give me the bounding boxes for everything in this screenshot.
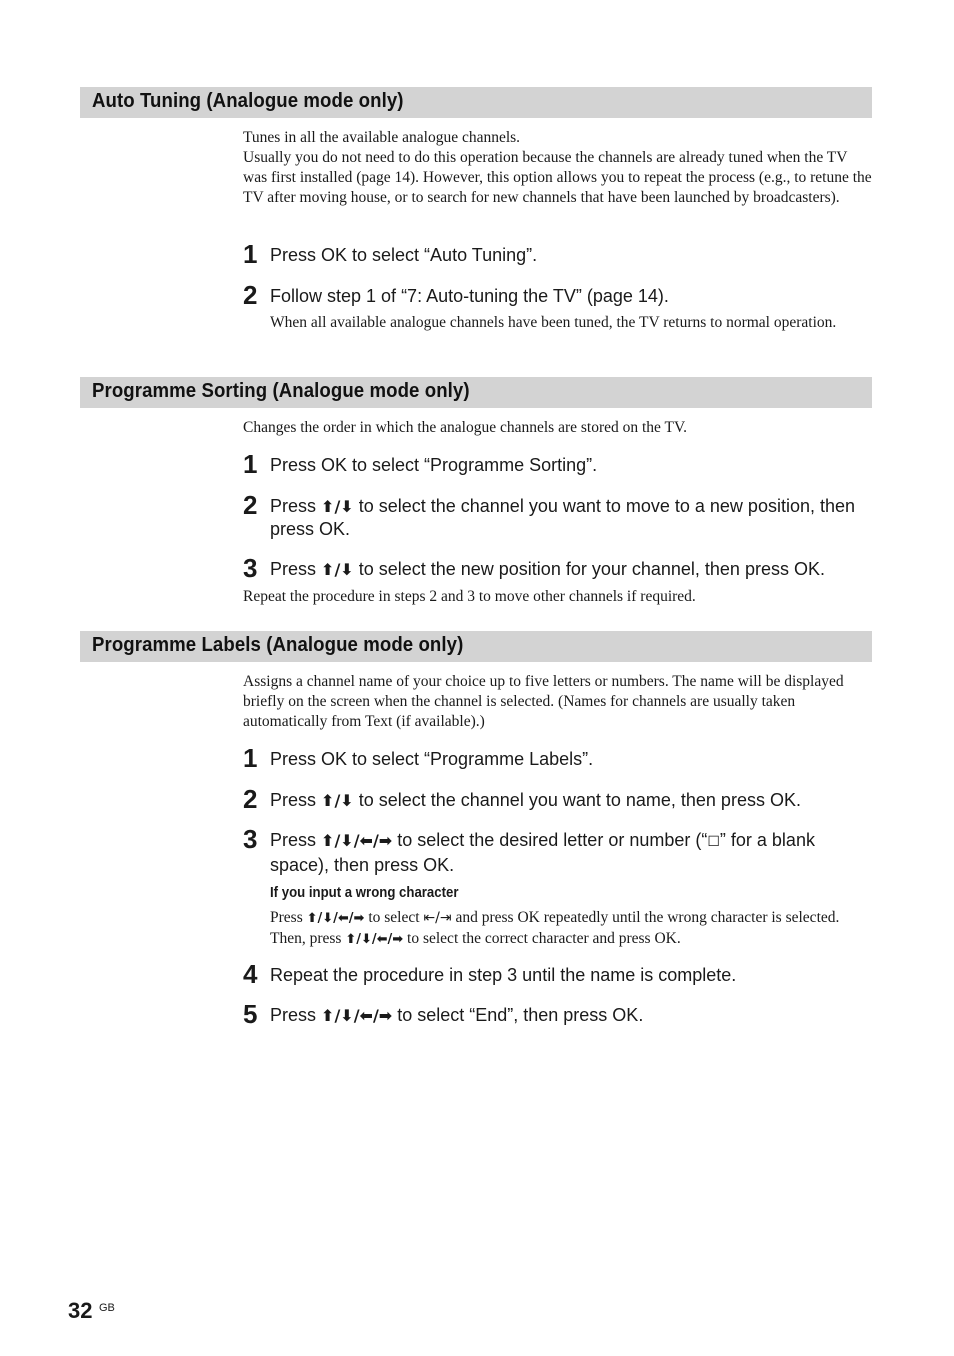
section-header-auto-tuning: [80, 87, 872, 118]
step-number: 1: [243, 449, 258, 479]
step-text: Press OK to select “Programme Sorting”.: [270, 455, 598, 475]
step-number: 1: [243, 743, 258, 773]
step-note: Press ⬆/⬇/⬅/➡ to select ⇤/⇥ and press OK repeatedly until the wrong character is selected. Then, press ⬆/⬇/⬅/➡ to select the correct character and press OK.: [270, 909, 840, 947]
step-number: 5: [243, 999, 258, 1029]
step-text: Press OK to select “Auto Tuning”.: [270, 245, 538, 265]
section-title: Programme Labels (Analogue mode only): [92, 634, 464, 656]
up-down-arrow-icon: ⬆/⬇: [321, 560, 354, 579]
section-header-programme-sorting: [80, 377, 872, 408]
section-intro: Changes the order in which the analogue channels are stored on the TV.: [243, 419, 688, 436]
section-header-programme-labels: [80, 631, 872, 662]
step-text: Press ⬆/⬇ to select the channel you want to name, then press OK.: [270, 790, 801, 810]
step-text: Press ⬆/⬇ to select the new position for your channel, then press OK.: [270, 559, 825, 579]
step-number: 2: [243, 490, 258, 520]
step-text: Follow step 1 of “7: Auto-tuning the TV” (page 14).: [270, 286, 669, 306]
direction-arrows-icon: ⬆/⬇/⬅/➡: [321, 1006, 393, 1025]
step-note: When all available analogue channels have been tuned, the TV returns to normal operation.: [270, 314, 837, 331]
up-down-arrow-icon: ⬆/⬇: [321, 791, 354, 810]
step-number: 2: [243, 280, 258, 310]
section-intro: Tunes in all the available analogue channels. Usually you do not need to do this operation because the channels are already tuned when the TV was first installed (page 14). However, this option allows you to repeat the process (e.g., to retune the TV after moving house, or to search for new channels that have been launched by broadcasters).: [243, 129, 872, 206]
page-language-code: GB: [99, 1302, 115, 1314]
direction-arrows-icon: ⬆/⬇/⬅/➡: [345, 932, 404, 947]
section-intro: Assigns a channel name of your choice up to five letters or numbers. The name will be displayed briefly on the screen when the channel is selected. (Names for channels are usually taken automatically from Text (if available).): [243, 673, 844, 730]
step-number: 3: [243, 824, 258, 854]
sub-heading: If you input a wrong character: [270, 884, 459, 901]
step-number: 1: [243, 239, 258, 269]
page-number: 32: [68, 1298, 93, 1323]
step-number: 3: [243, 553, 258, 583]
step-text: Press ⬆/⬇/⬅/➡ to select “End”, then press OK.: [270, 1005, 644, 1025]
step-text: Press OK to select “Programme Labels”.: [270, 749, 594, 769]
step-text: Press ⬆/⬇ to select the channel you want to move to a new position, then press OK.: [270, 496, 856, 539]
direction-arrows-icon: ⬆/⬇/⬅/➡: [306, 911, 365, 926]
edit-keys-icon: ⇤/⇥: [423, 910, 452, 926]
direction-arrows-icon: ⬆/⬇/⬅/➡: [321, 831, 393, 850]
step-number: 4: [243, 959, 258, 989]
step-number: 2: [243, 784, 258, 814]
blank-box-icon: ☐: [707, 834, 720, 850]
step-text: Repeat the procedure in step 3 until the name is complete.: [270, 965, 737, 985]
section-title: Auto Tuning (Analogue mode only): [92, 90, 404, 112]
up-down-arrow-icon: ⬆/⬇: [321, 497, 354, 516]
section-title: Programme Sorting (Analogue mode only): [92, 380, 470, 402]
section-footer-note: Repeat the procedure in steps 2 and 3 to move other channels if required.: [243, 588, 696, 605]
step-text: Press ⬆/⬇/⬅/➡ to select the desired letter or number (“☐” for a blank space), then press OK.: [270, 830, 815, 875]
